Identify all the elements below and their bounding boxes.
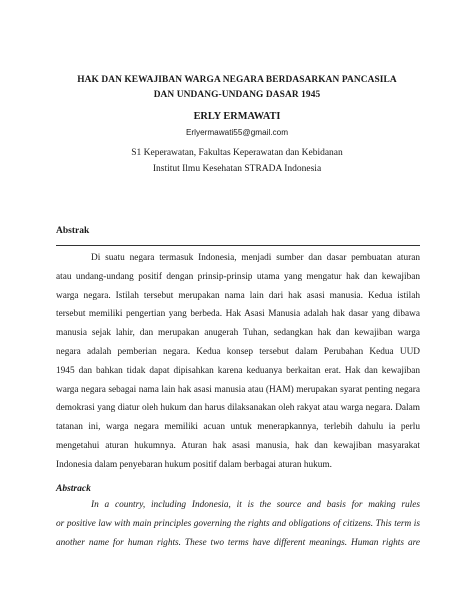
abstrak-line: Di suatu negara termasuk Indonesia, menjadi sumber dan dasar pembuatan aturan	[91, 253, 420, 263]
abstrak-line: warga negara. Istilah tersebut merupakan nama lain dari hak asasi manusia. Kedua istilah	[56, 290, 420, 301]
affiliation-line-1: S1 Keperawatan, Fakultas Keperawatan dan Kebidanan	[131, 148, 343, 158]
abstract-line: another name for human rights. These two terms have different meanings. Human rights are	[56, 537, 420, 548]
abstract-heading: Abstrack	[56, 484, 91, 494]
abstrak-line: tersebut memiliki pengertian yang berbeda. Hak Asasi Manusia adalah hak dasar yang dibawa	[56, 309, 420, 320]
author-name: ERLY ERMAWATI	[193, 111, 281, 122]
abstract-line: In a country, including Indonesia, it is the source and basis for making rules	[91, 500, 420, 510]
abstrak-line: negara adalah pemberian negara. Kedua konsep tersebut dalam Perubahan Kedua UUD	[56, 346, 420, 357]
abstrak-line: mengetahui aturan hukumnya. Aturan hak asasi manusia, hak dan kewajiban masyarakat	[56, 440, 420, 451]
abstrak-line: manusia sejak lahir, dan merupakan anugerah Tuhan, sedangkan hak dan kewajiban warga	[56, 328, 420, 339]
abstrak-line: demokrasi yang diatur oleh hukum dan harus dilaksanakan oleh rakyat atau warga negara. Dalam	[56, 403, 420, 414]
paper-title-line-2: DAN UNDANG-UNDANG DASAR 1945	[153, 90, 321, 100]
abstrak-line: Indonesia dalam penyebaran hukum positif dalam berbagai aturan hukum.	[56, 459, 332, 470]
author-email: Erlyermawati55@gmail.com	[185, 128, 289, 137]
abstrak-line: atau undang-undang positif dengan prinsip-prinsip utama yang mengatur hak dan kewajiban	[56, 271, 420, 282]
abstrak-line: tatanan ini, warga negara memiliki acuan untuk menerapkannya, terlebih dahulu ia perlu	[56, 422, 420, 433]
paper-title-line-1: HAK DAN KEWAJIBAN WARGA NEGARA BERDASARKAN PANCASILA	[77, 75, 397, 85]
abstrak-line: 1945 dan bahkan tidak dapat dipisahkan karena keduanya berkaitan erat. Hak dan kewajiban	[56, 365, 420, 376]
abstrak-body	[56, 249, 420, 475]
affiliation-line-2: Institut Ilmu Kesehatan STRADA Indonesia	[152, 164, 322, 174]
abstrak-line: warga negara sebagai nama lain hak asasi manusia atau (HAM) merupakan syarat penting negara	[56, 384, 420, 395]
abstrak-heading: Abstrak	[56, 226, 90, 236]
section-divider	[56, 245, 420, 246]
abstract-line: or positive law with main principles governing the rights and obligations of citizens. This term is	[56, 518, 420, 529]
abstract-body	[56, 496, 420, 552]
